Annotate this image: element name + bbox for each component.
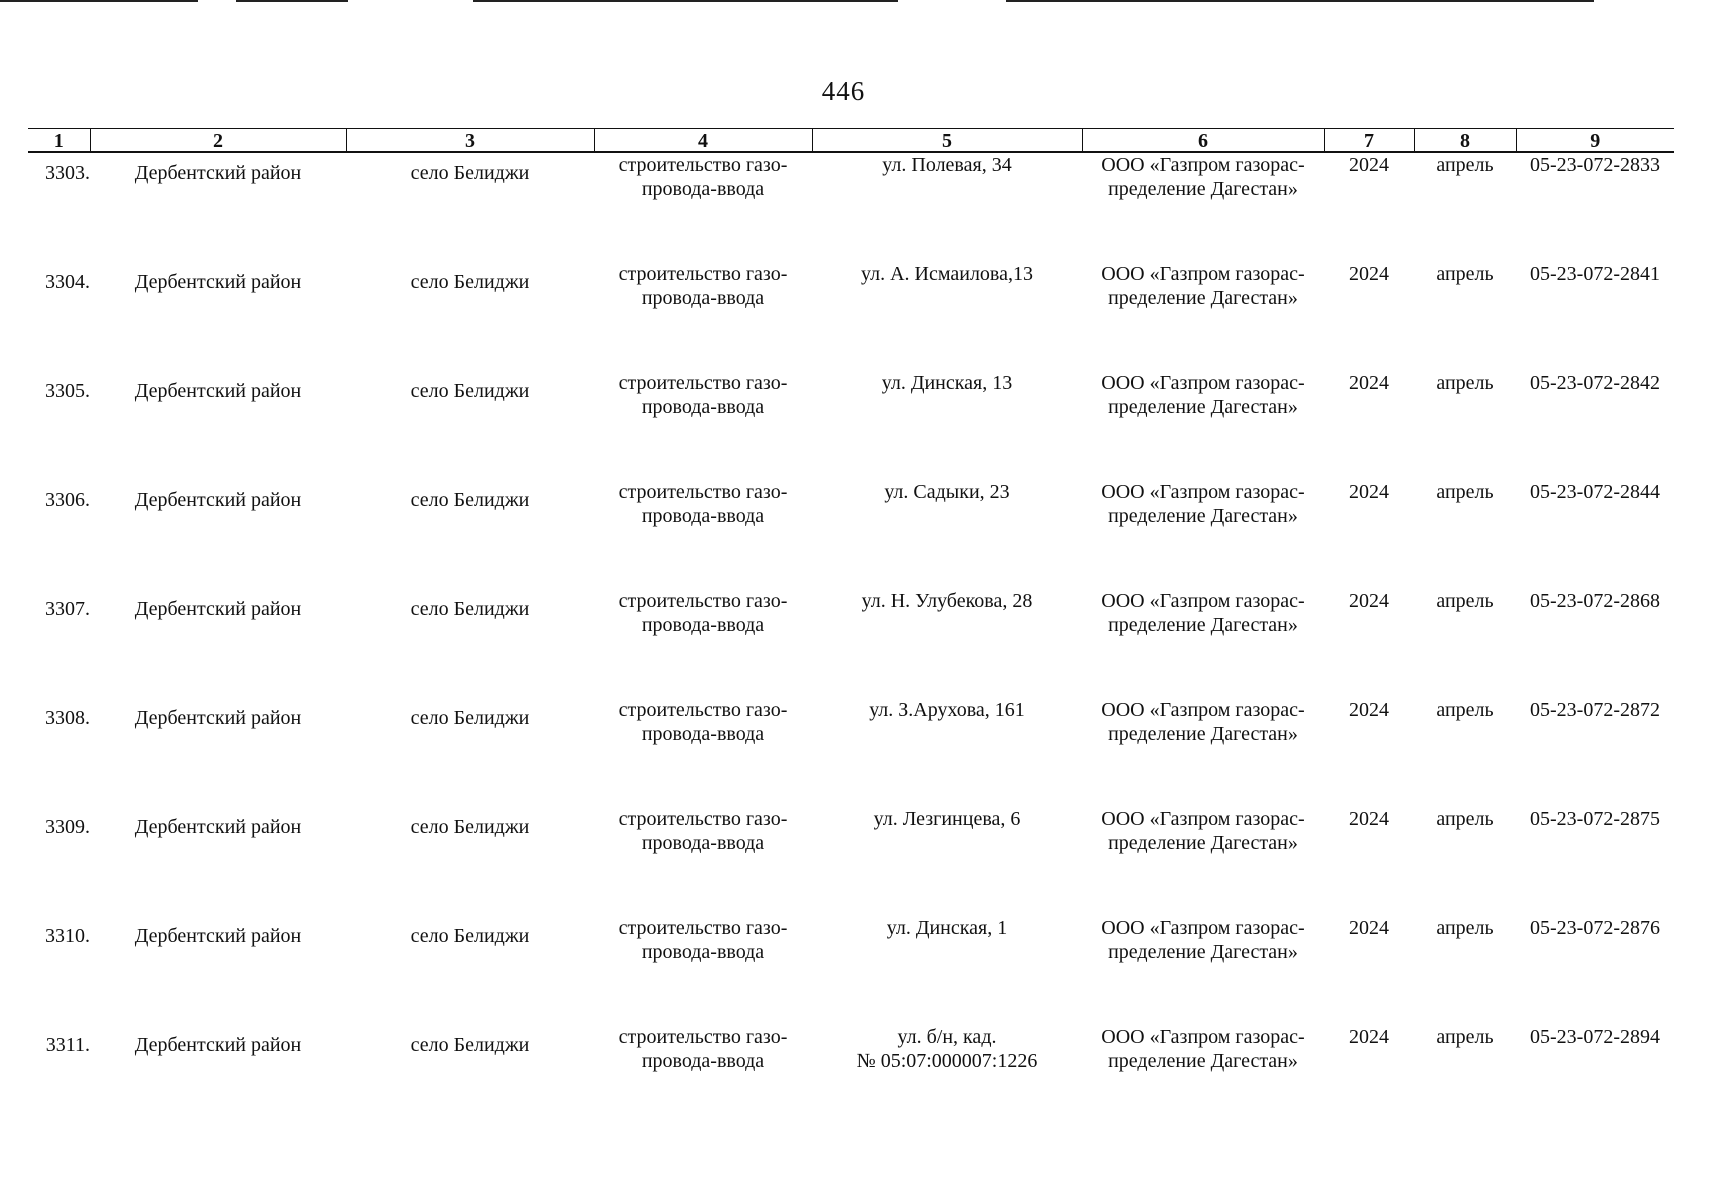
year-cell: 2024 — [1349, 917, 1389, 939]
year-cell: 2024 — [1349, 372, 1389, 394]
column-header: 3 — [346, 129, 594, 153]
work-line: провода-ввода — [641, 941, 765, 963]
row-number: 3310. — [45, 925, 90, 947]
address-line: ул. З.Арухова, 161 — [869, 699, 1025, 721]
organization-line: ООО «Газпром газорас- — [1101, 590, 1305, 612]
table-row — [28, 480, 1674, 589]
column-header: 4 — [594, 129, 812, 153]
organization-cell — [1082, 1025, 1324, 1134]
address-line: ул. Полевая, 34 — [882, 154, 1012, 176]
work-line: строительство газо- — [618, 154, 788, 176]
month-cell: апрель — [1436, 590, 1494, 612]
table-row — [28, 152, 1674, 262]
code-cell: 05-23-072-2876 — [1530, 917, 1660, 939]
organization-cell — [1082, 152, 1324, 262]
organization-line: пределение Дагестан» — [1108, 723, 1298, 745]
table-row — [28, 589, 1674, 698]
column-header: 6 — [1082, 129, 1324, 153]
work-line: строительство газо- — [618, 263, 788, 285]
organization-line: пределение Дагестан» — [1108, 396, 1298, 418]
address-cell — [812, 807, 1082, 916]
settlement-cell: село Белиджи — [410, 380, 530, 402]
work-cell — [594, 807, 812, 916]
district-cell: Дербентский район — [134, 1034, 302, 1056]
district-cell: Дербентский район — [134, 925, 302, 947]
month-cell: апрель — [1436, 917, 1494, 939]
column-header: 8 — [1414, 129, 1516, 153]
work-line: строительство газо- — [618, 481, 788, 503]
column-header: 7 — [1324, 129, 1414, 153]
year-cell: 2024 — [1349, 699, 1389, 721]
address-cell — [812, 262, 1082, 371]
table-body — [28, 152, 1674, 1134]
scan-edge-mark — [473, 0, 898, 2]
address-cell — [812, 371, 1082, 480]
code-cell: 05-23-072-2868 — [1530, 590, 1660, 612]
month-cell: апрель — [1436, 481, 1494, 503]
organization-line: ООО «Газпром газорас- — [1101, 263, 1305, 285]
code-cell: 05-23-072-2844 — [1530, 481, 1660, 503]
column-header: 9 — [1516, 129, 1674, 153]
work-line: провода-ввода — [641, 178, 765, 200]
organization-cell — [1082, 698, 1324, 807]
year-cell: 2024 — [1349, 481, 1389, 503]
organization-line: пределение Дагестан» — [1108, 832, 1298, 854]
code-cell: 05-23-072-2841 — [1530, 263, 1660, 285]
address-line: ул. Лезгинцева, 6 — [873, 808, 1021, 830]
month-cell: апрель — [1436, 699, 1494, 721]
work-line: провода-ввода — [641, 614, 765, 636]
settlement-cell: село Белиджи — [410, 271, 530, 293]
settlement-cell: село Белиджи — [410, 1034, 530, 1056]
column-header: 5 — [812, 129, 1082, 153]
row-number: 3309. — [45, 816, 90, 838]
address-cell — [812, 589, 1082, 698]
header-row — [28, 129, 1674, 153]
district-cell: Дербентский район — [134, 380, 302, 402]
month-cell: апрель — [1436, 154, 1494, 176]
work-cell — [594, 262, 812, 371]
address-cell — [812, 698, 1082, 807]
year-cell: 2024 — [1349, 154, 1389, 176]
organization-line: ООО «Газпром газорас- — [1101, 1026, 1305, 1048]
work-cell — [594, 1025, 812, 1134]
organization-cell — [1082, 807, 1324, 916]
row-number: 3304. — [45, 271, 90, 293]
address-cell — [812, 152, 1082, 262]
organization-line: ООО «Газпром газорас- — [1101, 808, 1305, 830]
work-cell — [594, 916, 812, 1025]
settlement-cell: село Белиджи — [410, 816, 530, 838]
work-line: провода-ввода — [641, 723, 765, 745]
work-cell — [594, 480, 812, 589]
table-row — [28, 916, 1674, 1025]
month-cell: апрель — [1436, 372, 1494, 394]
row-number: 3305. — [45, 380, 90, 402]
work-line: строительство газо- — [618, 917, 788, 939]
organization-cell — [1082, 589, 1324, 698]
settlement-cell: село Белиджи — [410, 925, 530, 947]
organization-cell — [1082, 371, 1324, 480]
work-line: строительство газо- — [618, 372, 788, 394]
scan-edge-mark — [0, 0, 198, 2]
month-cell: апрель — [1436, 263, 1494, 285]
address-cell — [812, 916, 1082, 1025]
address-line: ул. Динская, 1 — [886, 917, 1008, 939]
work-line: строительство газо- — [618, 590, 788, 612]
year-cell: 2024 — [1349, 263, 1389, 285]
address-line: № 05:07:000007:1226 — [856, 1050, 1038, 1072]
organization-line: пределение Дагестан» — [1108, 1050, 1298, 1072]
year-cell: 2024 — [1349, 1026, 1389, 1048]
settlement-cell: село Белиджи — [410, 707, 530, 729]
table-row — [28, 807, 1674, 916]
district-cell: Дербентский район — [134, 271, 302, 293]
row-number: 3303. — [45, 162, 90, 184]
address-line: ул. Динская, 13 — [881, 372, 1013, 394]
organization-cell — [1082, 262, 1324, 371]
district-cell: Дербентский район — [134, 489, 302, 511]
table-row — [28, 262, 1674, 371]
address-line: ул. А. Исмаилова,13 — [860, 263, 1033, 285]
address-line: ул. б/н, кад. — [897, 1026, 997, 1048]
address-line: ул. Н. Улубекова, 28 — [861, 590, 1033, 612]
code-cell: 05-23-072-2833 — [1530, 154, 1660, 176]
district-cell: Дербентский район — [134, 162, 302, 184]
scan-edge-mark — [1006, 0, 1594, 2]
organization-line: пределение Дагестан» — [1108, 287, 1298, 309]
district-cell: Дербентский район — [134, 598, 302, 620]
settlement-cell: село Белиджи — [410, 162, 530, 184]
organization-line: пределение Дагестан» — [1108, 505, 1298, 527]
organization-line: пределение Дагестан» — [1108, 614, 1298, 636]
code-cell: 05-23-072-2875 — [1530, 808, 1660, 830]
address-line: ул. Садыки, 23 — [884, 481, 1010, 503]
row-number: 3311. — [45, 1034, 90, 1056]
work-cell — [594, 152, 812, 262]
month-cell: апрель — [1436, 808, 1494, 830]
organization-line: ООО «Газпром газорас- — [1101, 372, 1305, 394]
settlement-cell: село Белиджи — [410, 598, 530, 620]
organization-cell — [1082, 480, 1324, 589]
page-number: 446 — [821, 76, 866, 106]
organization-line: ООО «Газпром газорас- — [1101, 699, 1305, 721]
row-number: 3307. — [45, 598, 90, 620]
work-cell — [594, 698, 812, 807]
code-cell: 05-23-072-2842 — [1530, 372, 1660, 394]
address-cell — [812, 480, 1082, 589]
table-row — [28, 1025, 1674, 1134]
organization-line: пределение Дагестан» — [1108, 178, 1298, 200]
year-cell: 2024 — [1349, 808, 1389, 830]
work-line: провода-ввода — [641, 1050, 765, 1072]
organization-line: ООО «Газпром газорас- — [1101, 154, 1305, 176]
month-cell: апрель — [1436, 1026, 1494, 1048]
column-header: 2 — [90, 129, 346, 153]
district-cell: Дербентский район — [134, 707, 302, 729]
work-cell — [594, 371, 812, 480]
work-line: провода-ввода — [641, 832, 765, 854]
table-row — [28, 698, 1674, 807]
table-row — [28, 371, 1674, 480]
address-cell — [812, 1025, 1082, 1134]
organization-line: пределение Дагестан» — [1108, 941, 1298, 963]
row-number: 3308. — [45, 707, 90, 729]
code-cell: 05-23-072-2894 — [1530, 1026, 1660, 1048]
settlement-cell: село Белиджи — [410, 489, 530, 511]
organization-cell — [1082, 916, 1324, 1025]
work-line: провода-ввода — [641, 396, 765, 418]
work-line: провода-ввода — [641, 505, 765, 527]
year-cell: 2024 — [1349, 590, 1389, 612]
column-header: 1 — [28, 129, 90, 153]
scan-edge-mark — [236, 0, 348, 2]
organization-line: ООО «Газпром газорас- — [1101, 481, 1305, 503]
registry-table — [28, 128, 1674, 1134]
work-cell — [594, 589, 812, 698]
work-line: провода-ввода — [641, 287, 765, 309]
work-line: строительство газо- — [618, 1026, 788, 1048]
row-number: 3306. — [45, 489, 90, 511]
district-cell: Дербентский район — [134, 816, 302, 838]
work-line: строительство газо- — [618, 699, 788, 721]
work-line: строительство газо- — [618, 808, 788, 830]
code-cell: 05-23-072-2872 — [1530, 699, 1660, 721]
organization-line: ООО «Газпром газорас- — [1101, 917, 1305, 939]
